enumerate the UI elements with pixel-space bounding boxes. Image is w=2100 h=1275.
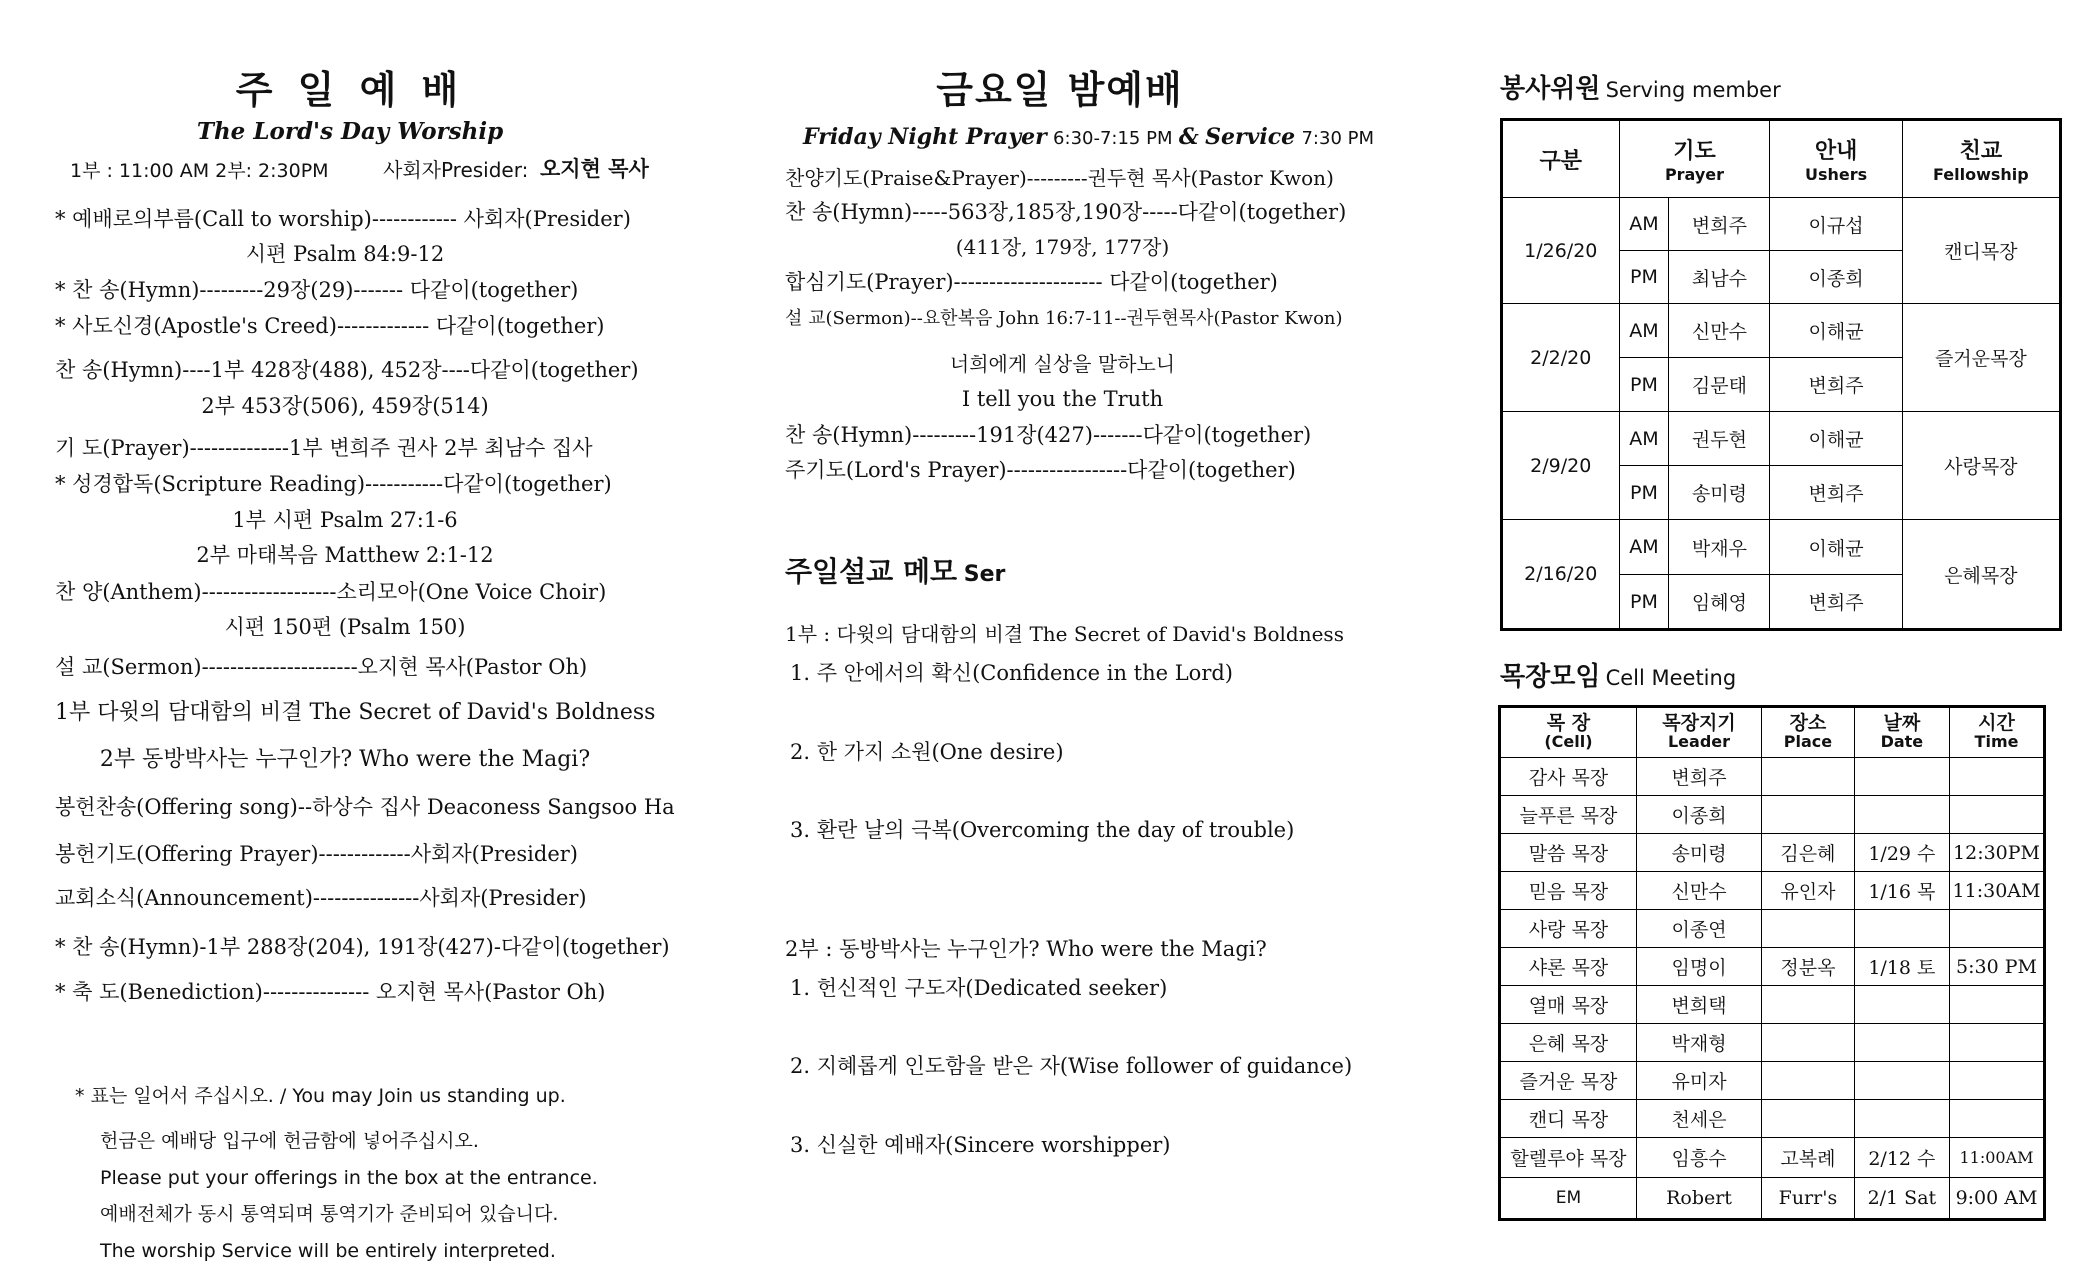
- serving-header-row: [1502, 120, 2061, 198]
- serving-prayer: 김문태: [1669, 358, 1770, 412]
- memo-part2: 2부 : 동방박사는 누구인가? Who were the Magi?: [785, 937, 1267, 961]
- presider-name: 오지현 목사: [540, 157, 649, 181]
- cell-time: 11:00AM: [1950, 1138, 2045, 1178]
- cell-place: 김은혜: [1762, 834, 1855, 872]
- cell-date: [1854, 796, 1949, 834]
- service-times: 1부 : 11:00 AM 2부: 2:30PM: [70, 160, 329, 182]
- sermon-title: 1부 다윗의 담대함의 비결 The Secret of David's Boldness: [55, 700, 656, 725]
- serving-prayer: 최남수: [1669, 251, 1770, 304]
- serving-usher: 이규섭: [1770, 198, 1902, 251]
- memo-item: 1. 헌신적인 구도자(Dedicated seeker): [790, 976, 1168, 1000]
- sunday-title: 주 일 예 배: [235, 68, 465, 112]
- cell-time: [1950, 910, 2045, 948]
- order-line: * 성경합독(Scripture Reading)-----------다같이(together): [55, 472, 612, 496]
- cell-place: [1762, 986, 1855, 1024]
- cell-leader: 임명이: [1636, 948, 1761, 986]
- note-line: 예배전체가 동시 통역되며 통역기가 준비되어 있습니다.: [100, 1203, 559, 1225]
- cell-row: [1500, 1100, 2045, 1138]
- serving-heading: [1500, 68, 1781, 105]
- friday-sermon-title-en: I tell you the Truth: [961, 387, 1164, 411]
- cell-title-en: Cell Meeting: [1605, 666, 1737, 690]
- cell-date: 1/16 목: [1854, 872, 1949, 910]
- serving-date: 2/9/20: [1502, 412, 1620, 520]
- cell-heading: [1500, 656, 1736, 693]
- cell-row: [1500, 1062, 2045, 1100]
- serving-row: [1502, 520, 2061, 575]
- order-line: * 찬 송(Hymn)---------29장(29)------- 다같이(together): [55, 278, 579, 302]
- friday-line: (411장, 179장, 177장): [955, 235, 1170, 259]
- cell-leader: 신만수: [1636, 872, 1761, 910]
- friday-subtitle-amp: &: [1178, 124, 1199, 150]
- cell-date: 2/1 Sat: [1854, 1178, 1949, 1220]
- cell-place: Furr's: [1762, 1178, 1855, 1220]
- note-line: Please put your offerings in the box at the entrance.: [100, 1167, 598, 1189]
- serving-row: [1502, 412, 2061, 466]
- serving-header: 기도 Prayer: [1619, 120, 1770, 198]
- order-line: 시편 150편 (Psalm 150): [224, 615, 466, 639]
- cell-row: [1500, 1178, 2045, 1220]
- sermon-title: 2부 동방박사는 누구인가? Who were the Magi?: [99, 747, 591, 772]
- friday-prayer-time: 6:30-7:15 PM: [1053, 128, 1173, 149]
- friday-line: 설 교(Sermon)--요한복음 John 16:7-11--권두현목사(Pastor Kwon): [785, 308, 1343, 329]
- cell-time: 12:30PM: [1950, 834, 2045, 872]
- cell-date: [1854, 986, 1949, 1024]
- order-line: 시편 Psalm 84:9-12: [245, 242, 445, 266]
- cell-date: [1854, 758, 1949, 796]
- memo-title-suffix: Ser: [963, 562, 1006, 587]
- serving-fellowship: 캔디목장: [1902, 198, 2060, 304]
- memo-item: 3. 신실한 예배자(Sincere worshipper): [790, 1133, 1171, 1157]
- serving-session: PM: [1619, 575, 1669, 630]
- cell-name: 할렐루야 목장: [1500, 1138, 1637, 1178]
- cell-row: [1500, 1138, 2045, 1178]
- serving-fellowship: 사랑목장: [1902, 412, 2060, 520]
- serving-date: 1/26/20: [1502, 198, 1620, 304]
- order-line: 찬 양(Anthem)-------------------소리모아(One Voice Choir): [55, 580, 607, 604]
- serving-prayer: 송미령: [1669, 466, 1770, 520]
- cell-header: 목 장 (Cell): [1500, 707, 1637, 758]
- serving-row: [1502, 304, 2061, 358]
- cell-leader: 유미자: [1636, 1062, 1761, 1100]
- friday-subtitle: [803, 124, 1374, 150]
- cell-date: 1/29 수: [1854, 834, 1949, 872]
- cell-leader: 변희주: [1636, 758, 1761, 796]
- cell-date: [1854, 1062, 1949, 1100]
- friday-line: 찬 송(Hymn)---------191장(427)-------다같이(together): [785, 423, 1312, 447]
- serving-header: 안내 Ushers: [1770, 120, 1902, 198]
- cell-row: [1500, 948, 2045, 986]
- cell-name: 캔디 목장: [1500, 1100, 1637, 1138]
- serving-row: [1502, 198, 2061, 251]
- serving-usher: 이해균: [1770, 304, 1902, 358]
- serving-session: AM: [1619, 412, 1669, 466]
- serving-header: 친교 Fellowship: [1902, 120, 2060, 198]
- friday-service-time: 7:30 PM: [1301, 128, 1374, 149]
- cell-row: [1500, 834, 2045, 872]
- cell-leader: Robert: [1636, 1178, 1761, 1220]
- serving-usher: 변희주: [1770, 575, 1902, 630]
- serving-session: PM: [1619, 358, 1669, 412]
- friday-sermon-title: 너희에게 실상을 말하노니: [949, 352, 1176, 376]
- serving-fellowship: 은혜목장: [1902, 520, 2060, 630]
- serving-usher: 이해균: [1770, 520, 1902, 575]
- cell-name: 감사 목장: [1500, 758, 1637, 796]
- cell-time: 11:30AM: [1950, 872, 2045, 910]
- serving-usher: 이종희: [1770, 251, 1902, 304]
- cell-time: 5:30 PM: [1950, 948, 2045, 986]
- sunday-subtitle: The Lord's Day Worship: [196, 118, 504, 145]
- cell-date: [1854, 1024, 1949, 1062]
- order-line: 2부 453장(506), 459장(514): [201, 394, 489, 418]
- cell-row: [1500, 910, 2045, 948]
- order-line: * 축 도(Benediction)--------------- 오지현 목사(Pastor Oh): [55, 980, 606, 1004]
- serving-table: [1500, 118, 2062, 631]
- cell-row: [1500, 758, 2045, 796]
- serving-usher: 변희주: [1770, 358, 1902, 412]
- cell-row: [1500, 1024, 2045, 1062]
- cell-leader: 이종희: [1636, 796, 1761, 834]
- serving-prayer: 권두현: [1669, 412, 1770, 466]
- cell-leader: 임흥수: [1636, 1138, 1761, 1178]
- serving-session: AM: [1619, 520, 1669, 575]
- friday-line: 합심기도(Prayer)--------------------- 다같이(together): [785, 270, 1278, 294]
- note-line: The worship Service will be entirely interpreted.: [100, 1240, 556, 1262]
- memo-item: 2. 한 가지 소원(One desire): [790, 740, 1064, 764]
- serving-title-en: Serving member: [1605, 78, 1781, 102]
- order-line: * 예배로의부름(Call to worship)------------ 사회자(Presider): [55, 207, 631, 231]
- cell-header-row: [1500, 707, 2045, 758]
- cell-header: 목장지기 Leader: [1636, 707, 1761, 758]
- cell-leader: 천세은: [1636, 1100, 1761, 1138]
- cell-title: 목장모임: [1500, 662, 1601, 692]
- memo-item: 3. 환란 날의 극복(Overcoming the day of trouble): [790, 818, 1295, 842]
- serving-usher: 이해균: [1770, 412, 1902, 466]
- cell-name: 믿음 목장: [1500, 872, 1637, 910]
- cell-time: [1950, 758, 2045, 796]
- friday-line: 찬 송(Hymn)-----563장,185장,190장-----다같이(together): [785, 200, 1347, 224]
- cell-place: [1762, 1062, 1855, 1100]
- order-line: 기 도(Prayer)--------------1부 변희주 권사 2부 최남수 집사: [55, 436, 593, 460]
- note-line: * 표는 일어서 주십시오. / You may Join us standing up.: [75, 1085, 566, 1107]
- cell-row: [1500, 796, 2045, 834]
- cell-time: [1950, 1100, 2045, 1138]
- cell-header: 장소 Place: [1762, 707, 1855, 758]
- order-line: * 찬 송(Hymn)-1부 288장(204), 191장(427)-다같이(together): [55, 935, 670, 959]
- friday-line: 찬양기도(Praise&Prayer)---------권두현 목사(Pastor Kwon): [785, 166, 1334, 190]
- serving-date: 2/16/20: [1502, 520, 1620, 630]
- serving-session: AM: [1619, 304, 1669, 358]
- order-line: * 사도신경(Apostle's Creed)------------- 다같이(together): [55, 314, 605, 338]
- note-line: 헌금은 예배당 입구에 헌금함에 넣어주십시오.: [100, 1130, 479, 1152]
- friday-title: 금요일 밤예배: [936, 68, 1184, 112]
- presider-label: 사회자Presider:: [383, 158, 529, 182]
- serving-prayer: 임혜영: [1669, 575, 1770, 630]
- cell-place: 고복례: [1762, 1138, 1855, 1178]
- serving-prayer: 박재우: [1669, 520, 1770, 575]
- cell-name: 은혜 목장: [1500, 1024, 1637, 1062]
- cell-time: [1950, 1062, 2045, 1100]
- serving-title: 봉사위원: [1500, 74, 1601, 104]
- cell-name: EM: [1500, 1178, 1637, 1220]
- order-line: 찬 송(Hymn)----1부 428장(488), 452장----다같이(together): [55, 358, 639, 382]
- cell-place: [1762, 1024, 1855, 1062]
- memo-item: 2. 지혜롭게 인도함을 받은 자(Wise follower of guidance): [790, 1054, 1353, 1078]
- cell-header: 시간 Time: [1950, 707, 2045, 758]
- cell-time: 9:00 AM: [1950, 1178, 2045, 1220]
- cell-name: 사랑 목장: [1500, 910, 1637, 948]
- serving-session: PM: [1619, 251, 1669, 304]
- cell-place: 정분옥: [1762, 948, 1855, 986]
- cell-leader: 이종연: [1636, 910, 1761, 948]
- order-line: 봉헌기도(Offering Prayer)-------------사회자(Presider): [55, 842, 578, 866]
- friday-line: 주기도(Lord's Prayer)-----------------다같이(together): [785, 458, 1296, 482]
- cell-date: [1854, 910, 1949, 948]
- serving-prayer: 변희주: [1669, 198, 1770, 251]
- cell-name: 늘푸른 목장: [1500, 796, 1637, 834]
- cell-name: 말씀 목장: [1500, 834, 1637, 872]
- cell-row: [1500, 986, 2045, 1024]
- serving-fellowship: 즐거운목장: [1902, 304, 2060, 412]
- order-line: 2부 마태복음 Matthew 2:1-12: [196, 543, 494, 567]
- serving-usher: 변희주: [1770, 466, 1902, 520]
- cell-header: 날짜 Date: [1854, 707, 1949, 758]
- cell-leader: 송미령: [1636, 834, 1761, 872]
- cell-place: [1762, 910, 1855, 948]
- serving-session: AM: [1619, 198, 1669, 251]
- cell-leader: 박재형: [1636, 1024, 1761, 1062]
- order-line: 봉헌찬송(Offering song)--하상수 집사 Deaconess Sangsoo Ha: [55, 795, 675, 819]
- cell-place: [1762, 758, 1855, 796]
- serving-date: 2/2/20: [1502, 304, 1620, 412]
- order-line: 1부 시편 Psalm 27:1-6: [232, 508, 458, 532]
- serving-prayer: 신만수: [1669, 304, 1770, 358]
- cell-place: 유인자: [1762, 872, 1855, 910]
- cell-date: 1/18 토: [1854, 948, 1949, 986]
- cell-name: 즐거운 목장: [1500, 1062, 1637, 1100]
- cell-place: [1762, 796, 1855, 834]
- memo-item: 1. 주 안에서의 확신(Confidence in the Lord): [790, 661, 1234, 685]
- memo-title: 주일설교 메모: [785, 555, 958, 588]
- cell-name: 샤론 목장: [1500, 948, 1637, 986]
- friday-subtitle-prayer: Friday Night Prayer: [803, 124, 1047, 150]
- cell-time: [1950, 796, 2045, 834]
- cell-table: [1498, 705, 2046, 1221]
- memo-heading: [785, 555, 1005, 589]
- memo-part1: 1부 : 다윗의 담대함의 비결 The Secret of David's Boldness: [785, 622, 1344, 646]
- order-line: 설 교(Sermon)----------------------오지현 목사(Pastor Oh): [55, 655, 588, 679]
- cell-row: [1500, 872, 2045, 910]
- cell-date: 2/12 수: [1854, 1138, 1949, 1178]
- serving-session: PM: [1619, 466, 1669, 520]
- order-line: 교회소식(Announcement)---------------사회자(Presider): [55, 886, 587, 910]
- cell-time: [1950, 1024, 2045, 1062]
- cell-name: 열매 목장: [1500, 986, 1637, 1024]
- cell-time: [1950, 986, 2045, 1024]
- cell-place: [1762, 1100, 1855, 1138]
- cell-leader: 변희택: [1636, 986, 1761, 1024]
- friday-subtitle-service: Service: [1205, 124, 1296, 150]
- serving-header: 구분: [1502, 120, 1620, 198]
- cell-date: [1854, 1100, 1949, 1138]
